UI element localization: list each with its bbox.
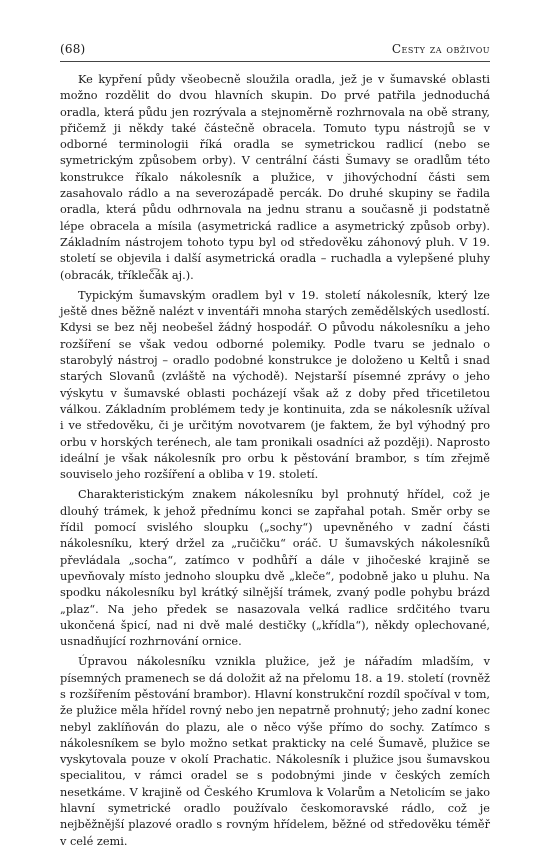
body-text (60, 72, 490, 854)
page-header (60, 38, 490, 56)
paragraph: Úpravou nákolesníku vznikla plužice, jež je nářadím mladším, v písemných pramenech se dá doložit až na přelomu 18. a 19. století (rovněž s rozšířením pěstování brambor). Hlavní konstrukční rozdíl spočíval v tom, že plužice měla hřídel rovný nebo jen nepatrně prohnutý; jeho zadní konec nebyl zaklíňován do plazu, ale o něco výše přímo do sochy. Zatímco s nákolesníkem se bylo možno setkat prakticky na celé Šumavě, plužice se vyskytovala pouze v okolí Prachatic. Nákolesník i plužice jsou šumavskou specialitou, v rámci oradel se s podobnými jinde v českých zemích nesetkáme. V krajině od Českého Krumlova k Volarům a Netolicím se jako hlavní symetrické oradlo používalo českomoravské rádlo, což je nejběžnější plazové oradlo s rovným hřídelem, běžné od středověku téměř v celé zemi. (60, 655, 490, 848)
header-rule (60, 61, 490, 62)
paragraph: Charakteristickým znakem nákolesníku byl prohnutý hřídel, což je dlouhý trámek, k jehož přednímu konci se zapřahal potah. Směr orby se řídil pomocí svislého sloupku („sochy“) upevněného v zadní části nákolesníku, který držel za „ručičku“ oráč. U šumavských nákolesníků převládala „socha“, zatímco v podhůří a dále v jihočeské krajině se upevňovaly místo jednoho sloupku dvě „kleče“, podobně jako u pluhu. Na spodku nákolesníku byl krátký silnější trámek, zvaný podle pohybu brázd „plaz“. Na jeho předek se nasazovala velká radlice srdčitého tvaru ukončená špicí, nad ni dvě malé destičky („křídla“), někdy oplechované, usnadňující rozhrnování ornice. (60, 488, 490, 649)
running-title: Cesty za obživou (391, 42, 490, 56)
paragraph: Ke kypření půdy všeobecně sloužila oradla, jež je v šumavské oblasti možno rozdělit do dvou hlavních skupin. Do prvé patřila jednoduchá oradla, která půdu jen rozrývala a stejnoměrně rozhrnovala na obě strany, přičemž ji někdy také částečně obracela. Tomuto typu nástrojů se v odborné terminologii říká oradla se symetrickou radlicí (nebo se symetrickým způsobem orby). V centrální části Šumavy se oradlům této konstrukce říkalo nákolesník a plužice, v jihovýchodní části sem zasahovalo rádlo a na severozápadě percák. Do druhé skupiny se řadila oradla, která půdu odhrnovala na jednu stranu a současně ji podstatně lépe obracela a mísila (asymetrická radlice a asymetrický způsob orby). Základním nástrojem tohoto typu byl od středověku záhonový pluh. V 19. století se objevila i další asymetrická oradla – ruchadla a vylepšené pluhy (obracák, tříkleč͡ák aj.). (60, 73, 490, 282)
paragraph: Typickým šumavským oradlem byl v 19. století nákolesník, který lze ještě dnes běžně nalézt v inventáři mnoha starých zemědělských usedlostí. Kdysi se bez něj neobešel žádný hospodář. O původu nákolesníku a jeho rozšíření se však vedou odborné polemiky. Podle tvaru se jednalo o starobylý nástroj – oradlo podobné konstrukce je doloženo u Keltů i snad starých Slovanů (zvláště na východě). Nejstarší písemné zprávy o jeho výskytu v šumavské oblasti pocházejí však až z doby před třicetiletou válkou. Základním problémem tedy je kontinuita, zda se nákolesník užíval i ve středověku, či je určitým novotvarem (je faktem, že byl výhodný pro orbu v horských terénech, ale tam pronikali osadníci až později). Naprosto ideální je však nákolesník pro orbu k pěstování brambor, s tím zřejmě souviselo jeho rozšíření a obliba v 19. století. (60, 288, 490, 482)
page-number: (68) (60, 42, 86, 56)
